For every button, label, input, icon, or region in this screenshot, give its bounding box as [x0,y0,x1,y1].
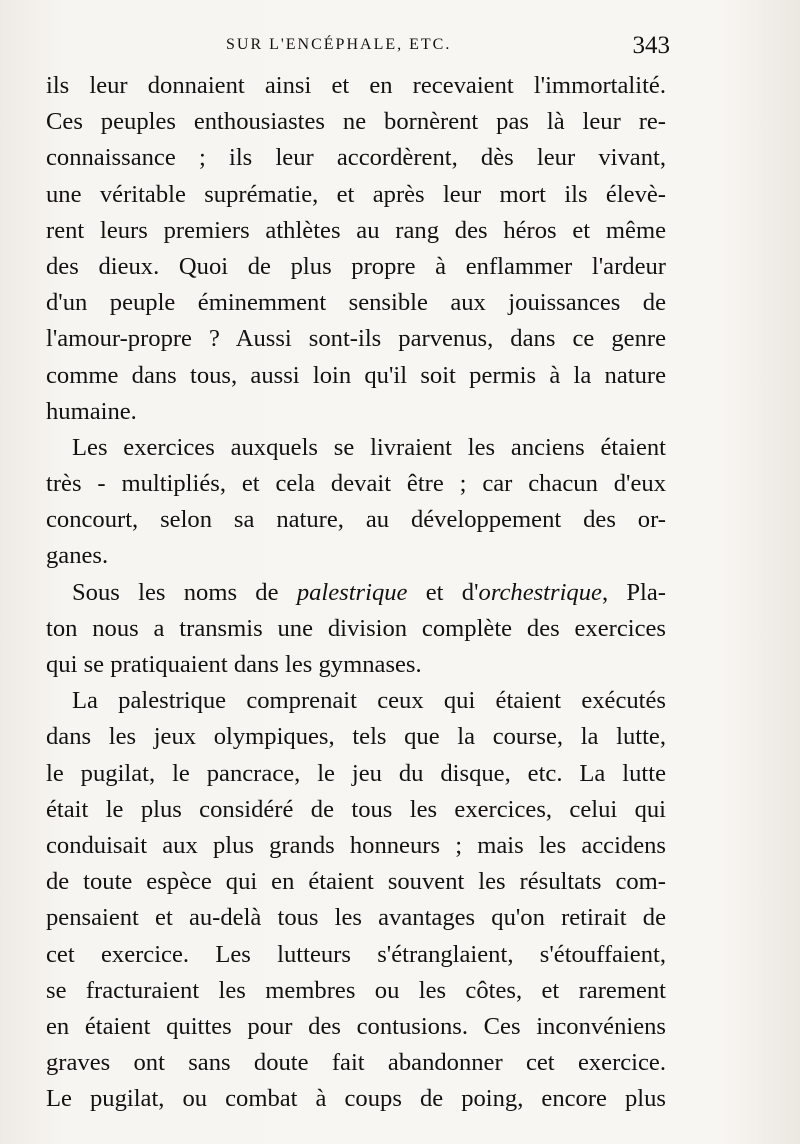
running-head: SUR L'ENCÉPHALE, ETC. [226,36,452,53]
text-line: le pugilat, le pancrace, le jeu du disque, etc. La lutte [46,759,666,787]
text-line: des dieux. Quoi de plus propre à enflammer l'ardeur [46,252,666,280]
text-line: ils leur donnaient ainsi et en recevaient l'immortalité. [46,72,666,99]
text-line: graves ont sans doute fait abandonner cet exercice. [46,1049,666,1077]
text-segment: , Pla- [601,578,666,606]
text-line: connaissance ; ils leur accordèrent, dès leur vivant, [46,144,666,172]
text-line: était le plus considéré de tous les exercices, celui qui [46,795,666,823]
text-line-with-emphasis [46,575,666,611]
text-line: Ces peuples enthousiastes ne bornèrent pas là leur re- [46,108,666,136]
body-text [46,68,666,1117]
italic-term-orchestrique: orchestrique [478,578,602,606]
text-segment: Sous les noms de [72,578,297,606]
page-number: 343 [632,32,670,59]
text-line: La palestrique comprenait ceux qui étaient exécutés [72,687,666,715]
text-line: dans les jeux olympiques, tels que la course, la lutte, [46,723,666,751]
text-line: en étaient quittes pour des contusions. Ces inconvéniens [46,1012,666,1040]
text-line: humaine. [46,397,137,425]
text-line: de toute espèce qui en étaient souvent les résultats com- [46,868,666,896]
text-line: rent leurs premiers athlètes au rang des héros et même [46,216,666,244]
text-line: Le pugilat, ou combat à coups de poing, encore plus [46,1085,666,1113]
text-line: ton nous a transmis une division complète des exercices [46,614,666,642]
text-line: conduisait aux plus grands honneurs ; mais les accidens [46,831,666,859]
text-line: concourt, selon sa nature, au développement des or- [46,506,666,534]
italic-term-palestrique: palestrique [296,578,408,606]
text-line: ganes. [46,542,109,570]
text-line: très - multipliés, et cela devait être ; car chacun d'eux [46,470,666,498]
page-header [46,32,670,62]
text-line: Les exercices auxquels se livraient les anciens étaient [72,433,666,461]
text-line: d'un peuple éminemment sensible aux jouissances de [46,289,666,317]
text-line: une véritable suprématie, et après leur mort ils élevè- [46,180,666,208]
text-segment: et d' [407,578,479,606]
text-line: pensaient et au-delà tous les avantages qu'on retirait de [46,904,666,932]
text-line: se fracturaient les membres ou les côtes, et rarement [46,976,666,1004]
text-line: l'amour-propre ? Aussi sont-ils parvenus, dans ce genre [46,325,666,353]
text-line: qui se pratiquaient dans les gymnases. [46,651,422,678]
text-line: cet exercice. Les lutteurs s'étranglaient, s'étouffaient, [46,940,666,968]
text-line: comme dans tous, aussi loin qu'il soit permis à la nature [46,361,666,389]
